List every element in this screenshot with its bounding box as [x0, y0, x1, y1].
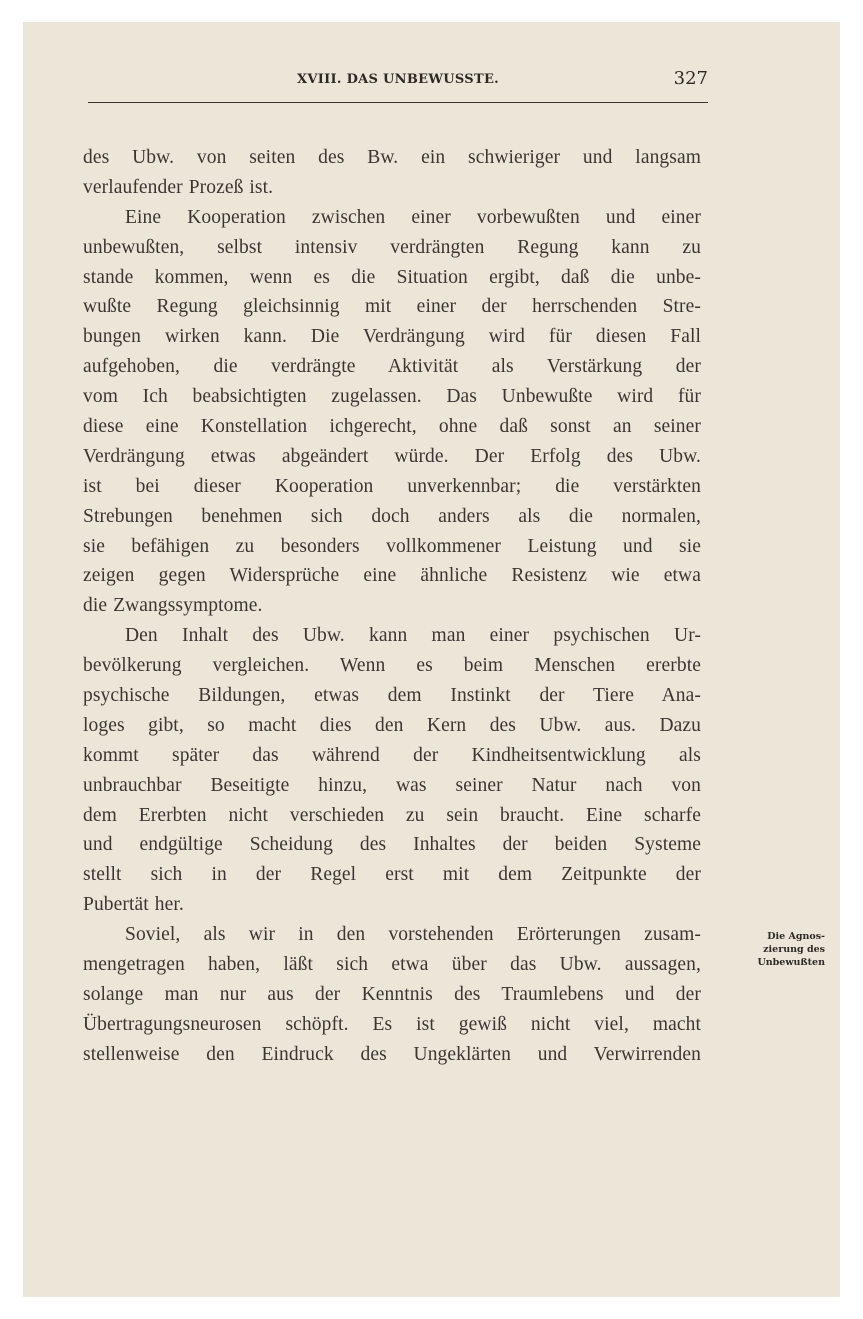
text-line: dem Ererbten nicht verschieden zu sein braucht. Eine scharfe: [83, 804, 701, 826]
text-line: vom Ich beabsichtigten zugelassen. Das Unbewußte wird für: [83, 386, 701, 408]
marginal-note-line: Die Agnos-: [767, 931, 825, 942]
text-line: Den Inhalt des Ubw. kann man einer psychischen Ur-: [125, 625, 701, 647]
text-line: unbewußten, selbst intensiv verdrängten Regung kann zu: [83, 236, 701, 258]
text-line: verlaufender Prozeß ist.: [83, 176, 274, 198]
running-head: [88, 68, 708, 103]
text-line: psychische Bildungen, etwas dem Instinkt der Tiere Ana-: [83, 685, 701, 707]
text-line: bevölkerung vergleichen. Wenn es beim Menschen ererbte: [83, 655, 701, 677]
text-line: mengetragen haben, läßt sich etwa über das Ubw. aussagen,: [83, 954, 701, 976]
text-line: aufgehoben, die verdrängte Aktivität als Verstärkung der: [83, 356, 701, 378]
body-text: [83, 143, 701, 1070]
running-title: XVIII. DAS UNBEWUSSTE.: [297, 72, 499, 87]
page-number: 327: [673, 68, 708, 89]
text-line: Eine Kooperation zwischen einer vorbewußten und einer: [125, 206, 701, 228]
text-line: die Zwangssymptome.: [83, 595, 263, 617]
text-line: loges gibt, so macht dies den Kern des Ubw. aus. Dazu: [83, 714, 701, 736]
marginal-note-line: zierung des: [763, 944, 825, 955]
text-line: ist bei dieser Kooperation unverkennbar; die verstärkten: [83, 475, 701, 497]
text-line: und endgültige Scheidung des Inhaltes der beiden Systeme: [83, 834, 701, 856]
marginal-note: [731, 930, 825, 969]
text-line: kommt später das während der Kindheitsentwicklung als: [83, 744, 701, 766]
text-line: bungen wirken kann. Die Verdrängung wird für diesen Fall: [83, 326, 701, 348]
text-line: stande kommen, wenn es die Situation ergibt, daß die unbe-: [83, 266, 701, 288]
text-line: stellt sich in der Regel erst mit dem Zeitpunkte der: [83, 864, 701, 886]
text-line: Verdrängung etwas abgeändert würde. Der Erfolg des Ubw.: [83, 445, 701, 467]
text-line: wußte Regung gleichsinnig mit einer der herrschenden Stre-: [83, 296, 701, 318]
text-line: des Ubw. von seiten des Bw. ein schwieriger und langsam: [83, 147, 701, 168]
text-line: stellenweise den Eindruck des Ungeklärten und Verwirrenden: [83, 1043, 701, 1065]
text-line: Übertragungsneurosen schöpft. Es ist gewiß nicht viel, macht: [83, 1013, 701, 1035]
text-line: unbrauchbar Beseitigte hinzu, was seiner Natur nach von: [83, 774, 701, 796]
text-line: Strebungen benehmen sich doch anders als die normalen,: [83, 505, 701, 527]
text-line: zeigen gegen Widersprüche eine ähnliche Resistenz wie etwa: [83, 565, 701, 587]
text-line: diese eine Konstellation ichgerecht, ohne daß sonst an seiner: [83, 416, 701, 438]
text-line: Pubertät her.: [83, 894, 184, 916]
text-line: solange man nur aus der Kenntnis des Traumlebens und der: [83, 983, 701, 1005]
text-line: Soviel, als wir in den vorstehenden Erörterungen zusam-: [125, 924, 701, 946]
text-line: sie befähigen zu besonders vollkommener Leistung und sie: [83, 535, 701, 557]
marginal-note-line: Unbewußten: [757, 957, 825, 968]
